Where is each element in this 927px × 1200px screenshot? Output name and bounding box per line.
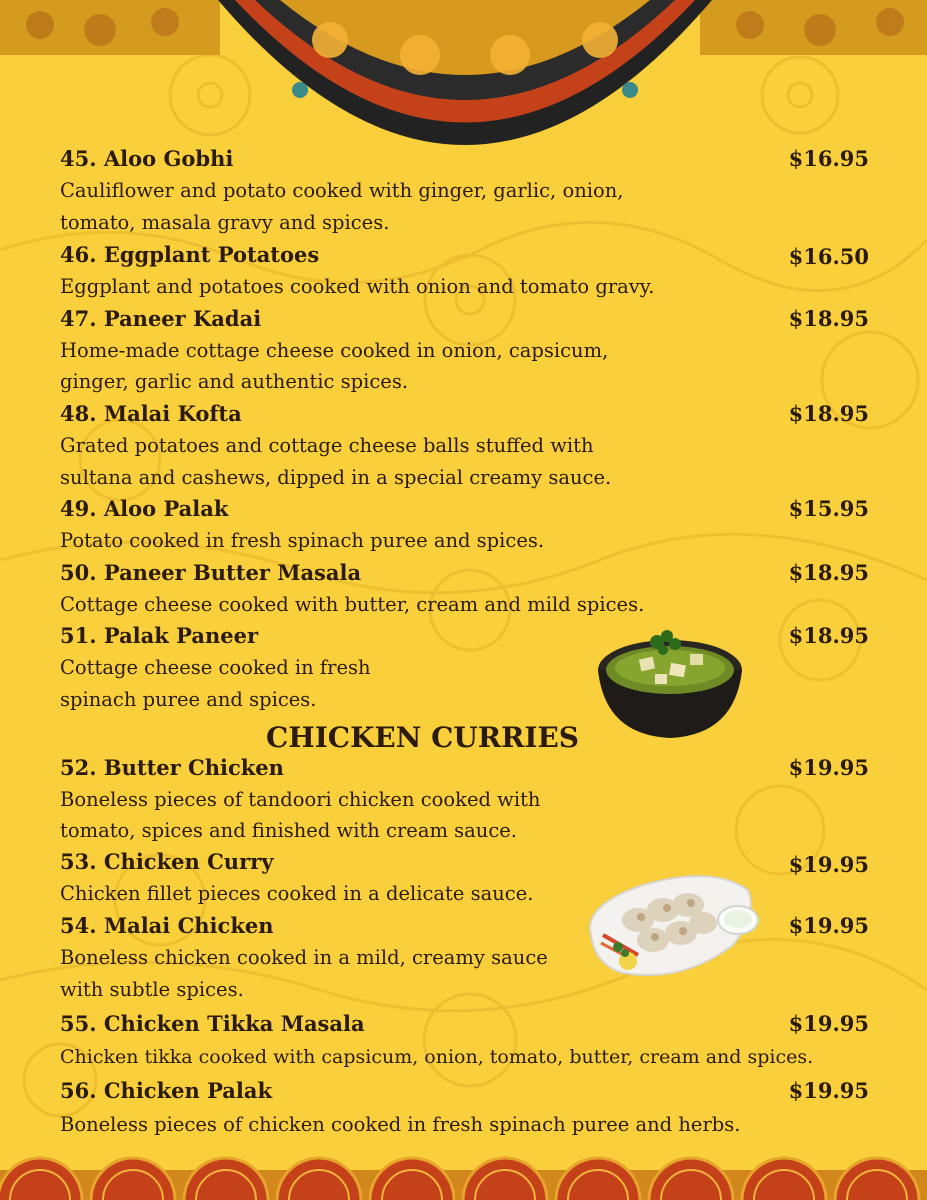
- menu-item-name: 47. Paneer Kadai: [60, 306, 262, 331]
- menu-item-price: $18.95: [788, 401, 869, 426]
- menu-item-price: $19.95: [788, 1078, 869, 1103]
- menu-item-price: $15.95: [788, 496, 869, 521]
- menu-item-price: $19.95: [788, 755, 869, 780]
- menu-item-price: $19.95: [788, 852, 869, 877]
- menu-item-price: $19.95: [788, 913, 869, 938]
- menu-item-desc: Boneless pieces of chicken cooked in fresh spinach puree and herbs.: [60, 1113, 741, 1136]
- menu-item-name: 54. Malai Chicken: [60, 913, 274, 938]
- section-title-chicken-curries: CHICKEN CURRIES: [265, 721, 580, 754]
- menu-item-price: $16.95: [788, 146, 869, 171]
- top-ornament: [0, 0, 927, 150]
- menu-item-price: $16.50: [788, 244, 869, 269]
- menu-item-desc: Eggplant and potatoes cooked with onion and tomato gravy.: [60, 275, 655, 298]
- menu-item-name: 56. Chicken Palak: [60, 1078, 273, 1103]
- menu-item-desc: spinach puree and spices.: [60, 688, 317, 711]
- menu-item-desc: Chicken fillet pieces cooked in a delicate sauce.: [60, 882, 534, 905]
- menu-item-desc: tomato, masala gravy and spices.: [60, 211, 390, 234]
- menu-item-desc: ginger, garlic and authentic spices.: [60, 370, 409, 393]
- menu-item-desc: Grated potatoes and cottage cheese balls stuffed with: [60, 434, 594, 457]
- menu-item-name: 46. Eggplant Potatoes: [60, 242, 320, 267]
- menu-item-price: $19.95: [788, 1011, 869, 1036]
- menu-item-name: 53. Chicken Curry: [60, 849, 274, 874]
- menu-item-price: $18.95: [788, 306, 869, 331]
- menu-item-name: 55. Chicken Tikka Masala: [60, 1011, 365, 1036]
- menu-item-desc: sultana and cashews, dipped in a special creamy sauce.: [60, 466, 612, 489]
- menu-item-name: 45. Aloo Gobhi: [60, 146, 234, 171]
- menu-item-price: $18.95: [788, 623, 869, 648]
- bottom-ornament: [0, 1150, 927, 1200]
- menu-item-desc: tomato, spices and finished with cream sauce.: [60, 819, 517, 842]
- menu-item-name: 51. Palak Paneer: [60, 623, 259, 648]
- malai-chicken-image: [583, 865, 765, 985]
- menu-item-desc: Boneless chicken cooked in a mild, creamy sauce: [60, 946, 548, 969]
- menu-item-desc: Cottage cheese cooked with butter, cream and mild spices.: [60, 593, 645, 616]
- menu-item-desc: Home-made cottage cheese cooked in onion, capsicum,: [60, 339, 609, 362]
- menu-item-desc: Cauliflower and potato cooked with ginger, garlic, onion,: [60, 179, 624, 202]
- menu-item-name: 48. Malai Kofta: [60, 401, 242, 426]
- menu-item-name: 52. Butter Chicken: [60, 755, 284, 780]
- menu-item-desc: with subtle spices.: [60, 978, 244, 1001]
- menu-item-desc: Potato cooked in fresh spinach puree and spices.: [60, 529, 545, 552]
- menu-item-name: 50. Paneer Butter Masala: [60, 560, 362, 585]
- menu-item-desc: Boneless pieces of tandoori chicken cooked with: [60, 788, 541, 811]
- menu-item-name: 49. Aloo Palak: [60, 496, 229, 521]
- menu-item-price: $18.95: [788, 560, 869, 585]
- menu-item-desc: Chicken tikka cooked with capsicum, onion, tomato, butter, cream and spices.: [60, 1046, 814, 1068]
- menu-item-desc: Cottage cheese cooked in fresh: [60, 656, 371, 679]
